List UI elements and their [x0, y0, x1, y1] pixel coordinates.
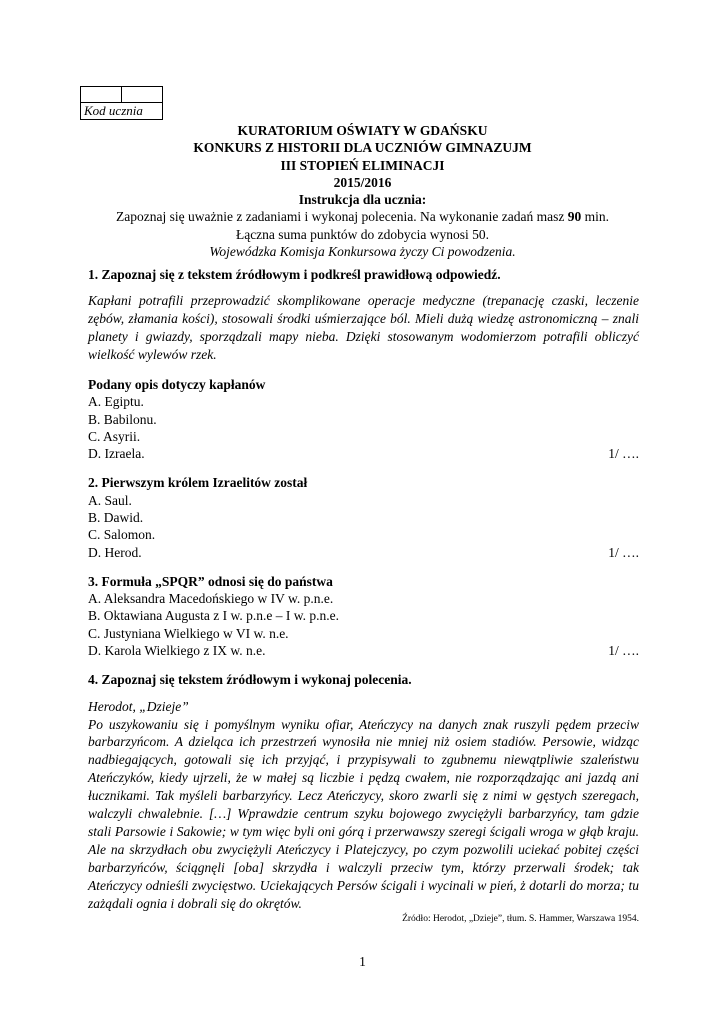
question-3-title-a: 3. Formuła [88, 573, 156, 589]
question-2-option-c[interactable]: C. Salomon. [88, 527, 156, 543]
page-number: 1 [359, 954, 366, 969]
question-1-option-b[interactable]: B. Babilonu. [88, 411, 157, 427]
question-1-option-d-row [88, 445, 639, 462]
question-2 [88, 474, 639, 560]
good-luck-wish: Wojewódzka Komisja Konkursowa życzy Ci powodzenia. [209, 244, 516, 260]
question-1-option-a[interactable]: A. Egiptu. [88, 394, 144, 410]
question-1-option-d[interactable]: D. Izraela. [88, 446, 145, 462]
question-1-title: 1. Zapoznaj się z tekstem źródłowym i podkreśl prawidłową odpowiedź. [88, 267, 501, 282]
question-3-title-quote: „SPQR” [155, 573, 205, 589]
points-total: Łączna suma punktów do zdobycia wynosi 50. [235, 226, 490, 242]
question-4-source-note: Źródło: Herodot, „Dzieje”, tłum. S. Hammer, Warszawa 1954. [402, 913, 639, 924]
header-stage: III STOPIEŃ ELIMINACJI [280, 157, 445, 173]
question-2-option-d-row [88, 544, 639, 561]
instructions-text-b: min. [581, 209, 609, 225]
question-3-option-d[interactable]: D. Karola Wielkiego z IX w. n.e. [88, 643, 266, 659]
instructions-minutes: 90 [567, 209, 582, 225]
question-2-option-b[interactable]: B. Dawid. [88, 510, 144, 525]
question-4-source-title: Herodot, „Dzieje” [88, 698, 189, 714]
question-4-source-text: Po uszykowaniu się i pomyślnym wyniku ofiar, Ateńczycy na danych znak ruszyli pędem przeciw barbarzyńcom. A dzieląca ich przestrzeń wynosiła nie mniej niż osiem stadiów. Persowie, widząc nadbiegających, gotowali się ich przyjąć, i przypisywali to zgubnemu niewątpliwie szaleństwu Ateńczyków, kiedy ujrzeli, że w małej są liczbie i pędzą cwałem, nie rozporządzając ani jazdą ani łucznikami. Tak myśleli barbarzyńcy. Lecz Ateńczycy, skoro zwarli się z nimi w gęstych szeregach, walczyli chwalebnie. […] Wprawdzie centrum szyku bojowego zwyciężyli barbarzyńcy, tam gdzie stali Parsowie i Sakowie; w tym więc byli oni górą i przerwawszy szeregi ścigali wroga w głąb kraju. Ale na skrzydłach obu zwyciężyli Ateńczycy i Platejczycy, po czym pozwolili uciekać pobitej części barbarzyńców, ściągnęli [oba] skrzydła i walczyli przeciw tym, którzy przerwali środek; tak Ateńczycy odnieśli zwycięstwo. Uciekających Persów ścigali i wycinali w pień, ż dotarli do morza; tu zażądali ognia i dobrali się do okrętów. [88, 716, 639, 911]
student-code-cell-1[interactable] [81, 87, 122, 103]
question-4-title: 4. Zapoznaj się tekstem źródłowym i wykonaj polecenia. [88, 672, 412, 688]
questions [88, 266, 639, 924]
student-code-cell-2[interactable] [122, 87, 163, 103]
student-code-box [80, 86, 163, 120]
student-code-label: Kod ucznia [81, 103, 163, 120]
document-header [80, 122, 645, 260]
instructions-title: Instrukcja dla ucznia: [298, 192, 427, 208]
question-3-title [88, 573, 639, 590]
question-2-score: 1/ …. [608, 544, 639, 560]
question-3-title-b: odnosi się do państwa [204, 573, 333, 589]
question-3-option-b[interactable]: B. Oktawiana Augusta z I w. p.n.e – I w. p.n.e. [88, 608, 339, 624]
question-2-option-a[interactable]: A. Saul. [88, 492, 132, 508]
question-3-score: 1/ …. [608, 643, 639, 659]
question-2-option-d[interactable]: D. Herod. [88, 544, 142, 560]
question-4 [88, 671, 639, 923]
question-1-score: 1/ …. [608, 446, 639, 462]
header-institution: KURATORIUM OŚWIATY W GDAŃSKU [237, 123, 488, 138]
question-2-title: 2. Pierwszym królem Izraelitów został [88, 475, 308, 491]
question-3-option-a[interactable]: A. Aleksandra Macedońskiego w IV w. p.n.e. [88, 591, 334, 607]
question-1-prompt: Podany opis dotyczy kapłanów [88, 376, 266, 392]
instructions-text [80, 208, 645, 225]
question-1-source-text: Kapłani potrafili przeprowadzić skomplikowane operacje medyczne (trepanację czaski, leczenie zębów, złamania kości), stosowali środki uśmierzające ból. Mieli dużą wiedzę astronomiczną – znali planety i gwiazdy, sporządzali mapy nieba. Dzięki stosowanym wodomierzom potrafili obliczyć wielkość wylewów rzek. [88, 293, 639, 363]
question-1-option-c[interactable]: C. Asyrii. [88, 428, 141, 444]
header-year: 2015/2016 [333, 174, 392, 190]
instructions-text-a: Zapoznaj się uważnie z zadaniami i wykonaj polecenia. Na wykonanie zadań masz [116, 209, 568, 225]
question-3-option-d-row [88, 642, 639, 659]
question-3 [88, 573, 639, 659]
question-3-option-c[interactable]: C. Justyniana Wielkiego w VI w. n.e. [88, 625, 289, 641]
question-1 [88, 266, 639, 462]
header-contest: KONKURS Z HISTORII DLA UCZNIÓW GIMNAZUJM [193, 140, 532, 156]
